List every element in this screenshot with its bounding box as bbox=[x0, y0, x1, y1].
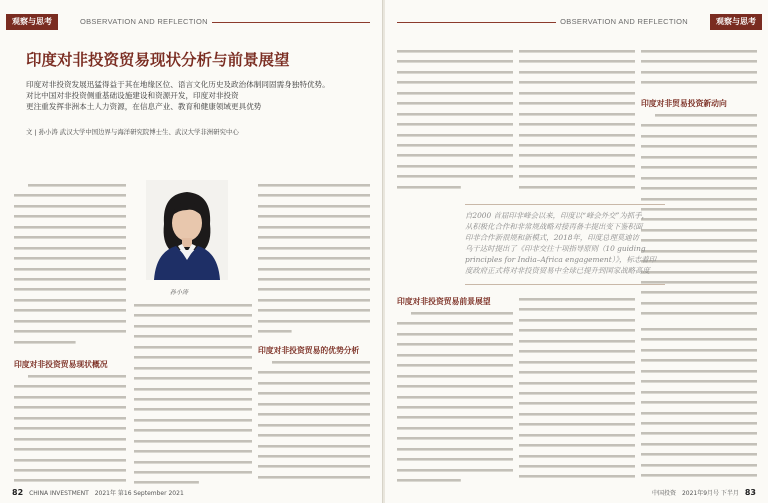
text-line bbox=[519, 100, 635, 107]
body-column-7 bbox=[397, 310, 513, 488]
photo-caption: 孙小涛 bbox=[170, 289, 189, 296]
text-line bbox=[14, 182, 126, 189]
section-label-en: OBSERVATION AND REFLECTION bbox=[76, 17, 212, 26]
author-photo bbox=[146, 180, 228, 280]
text-line bbox=[134, 354, 252, 361]
text-line bbox=[134, 375, 252, 382]
body-column-1 bbox=[14, 182, 126, 354]
text-line bbox=[641, 430, 757, 437]
section-label: 观察与思考 bbox=[710, 14, 762, 30]
text-line bbox=[641, 462, 757, 469]
text-line bbox=[519, 132, 635, 139]
magazine-name: 中国投资 bbox=[652, 490, 677, 497]
text-line bbox=[14, 255, 126, 262]
text-line bbox=[258, 255, 370, 262]
text-line bbox=[397, 394, 513, 401]
heading-status: 印度对非投资贸易现状概况 bbox=[14, 360, 108, 369]
text-line bbox=[258, 192, 370, 199]
text-line bbox=[14, 467, 126, 474]
author-byline: 文 | 孙小涛 武汉大学中国边界与海洋研究院博士生、武汉大学非洲研究中心 bbox=[26, 128, 239, 136]
text-line bbox=[14, 318, 126, 325]
text-line bbox=[134, 386, 252, 393]
text-line bbox=[519, 411, 635, 418]
text-line bbox=[258, 318, 370, 325]
text-line bbox=[397, 69, 513, 76]
text-line bbox=[258, 213, 370, 220]
text-line bbox=[641, 310, 757, 317]
text-line bbox=[134, 406, 252, 413]
text-line bbox=[397, 100, 513, 107]
text-line bbox=[14, 276, 126, 283]
text-line bbox=[134, 365, 252, 372]
text-line bbox=[134, 448, 252, 455]
text-line bbox=[14, 373, 126, 380]
body-column-6 bbox=[641, 48, 757, 94]
text-line bbox=[519, 173, 635, 180]
text-line bbox=[519, 463, 635, 470]
text-line bbox=[641, 420, 757, 427]
text-line bbox=[397, 48, 513, 55]
text-line bbox=[258, 286, 370, 293]
text-line bbox=[641, 410, 757, 417]
text-line bbox=[397, 425, 513, 432]
text-line bbox=[397, 456, 513, 463]
issue-date: 2021年9月号 下半月 bbox=[681, 490, 739, 497]
text-line bbox=[134, 312, 252, 319]
text-line bbox=[519, 432, 635, 439]
text-line bbox=[134, 333, 252, 340]
text-line bbox=[14, 297, 126, 304]
text-line bbox=[641, 154, 757, 161]
author-portrait-image bbox=[146, 180, 228, 280]
text-line bbox=[134, 438, 252, 445]
text-line bbox=[397, 352, 513, 359]
text-line bbox=[519, 90, 635, 97]
text-line bbox=[134, 469, 252, 476]
text-line bbox=[397, 132, 513, 139]
text-line bbox=[14, 394, 126, 401]
text-line bbox=[641, 389, 757, 396]
text-line bbox=[519, 58, 635, 65]
text-line bbox=[258, 359, 370, 366]
text-line bbox=[641, 347, 757, 354]
text-line bbox=[14, 245, 126, 252]
text-line bbox=[641, 133, 757, 140]
text-line bbox=[519, 296, 635, 303]
text-line bbox=[14, 203, 126, 210]
text-line bbox=[258, 182, 370, 189]
text-line bbox=[134, 344, 252, 351]
text-line bbox=[397, 446, 513, 453]
issue-date: 2021年 第16 September 2021 bbox=[94, 490, 184, 497]
text-line bbox=[258, 276, 370, 283]
page-number: 83 bbox=[744, 488, 756, 497]
quote-line: 乌干达时提出了《印非交往十项指导原则（10 guiding bbox=[465, 244, 646, 253]
text-line bbox=[14, 266, 126, 273]
text-line bbox=[519, 348, 635, 355]
text-line bbox=[519, 306, 635, 313]
text-line bbox=[641, 300, 757, 307]
text-line bbox=[519, 338, 635, 345]
text-line bbox=[641, 357, 757, 364]
text-line bbox=[14, 415, 126, 422]
text-line bbox=[641, 289, 757, 296]
text-line bbox=[641, 441, 757, 448]
text-line bbox=[519, 380, 635, 387]
text-line bbox=[519, 69, 635, 76]
text-line bbox=[519, 79, 635, 86]
text-line bbox=[519, 121, 635, 128]
text-line bbox=[14, 307, 126, 314]
quote-rule-top bbox=[465, 204, 665, 205]
text-line bbox=[258, 245, 370, 252]
text-line bbox=[258, 474, 370, 481]
text-line bbox=[641, 336, 757, 343]
text-line bbox=[641, 368, 757, 375]
quote-line: 度政府正式将对非投资贸易中全球已提升到国家战略高度 bbox=[465, 266, 650, 275]
text-line bbox=[519, 390, 635, 397]
text-line bbox=[134, 479, 252, 486]
body-column-8 bbox=[519, 296, 635, 488]
text-line bbox=[258, 369, 370, 376]
body-column-1b bbox=[14, 373, 126, 489]
text-line bbox=[397, 341, 513, 348]
lead-line: 对比中国对非投资侧重基础设施建设和资源开发，印度对非投资 bbox=[26, 91, 239, 101]
text-line bbox=[519, 369, 635, 376]
text-line bbox=[641, 196, 757, 203]
heading-new-trends: 印度对非贸易投资新动向 bbox=[641, 99, 727, 108]
text-line bbox=[397, 477, 513, 484]
text-line bbox=[397, 184, 513, 191]
body-column-3 bbox=[258, 182, 370, 342]
text-line bbox=[519, 111, 635, 118]
text-line bbox=[397, 121, 513, 128]
lead-line: 印度对非投资发展迅猛得益于其在地缘区位、语言文化历史及政治体制同固需身独特优势。 bbox=[26, 80, 330, 89]
text-line bbox=[519, 317, 635, 324]
article-title: 印度对非投资贸易现状分析与前景展望 bbox=[26, 50, 290, 69]
text-line bbox=[519, 453, 635, 460]
article-lead bbox=[26, 79, 366, 113]
section-header bbox=[710, 14, 762, 30]
text-line bbox=[397, 331, 513, 338]
text-line bbox=[134, 323, 252, 330]
text-line bbox=[397, 467, 513, 474]
body-column-4 bbox=[397, 48, 513, 196]
quote-line: 印非合作新很规和新模式，2018年，印度总理莫迪访 bbox=[465, 233, 640, 242]
text-line bbox=[14, 286, 126, 293]
text-line bbox=[397, 173, 513, 180]
text-line bbox=[134, 459, 252, 466]
text-line bbox=[258, 328, 370, 335]
text-line bbox=[397, 383, 513, 390]
text-line bbox=[258, 443, 370, 450]
text-line bbox=[258, 224, 370, 231]
heading-advantages: 印度对非投资贸易的优势分析 bbox=[258, 346, 360, 355]
text-line bbox=[397, 310, 513, 317]
text-line bbox=[641, 326, 757, 333]
text-line bbox=[258, 234, 370, 241]
text-line bbox=[258, 297, 370, 304]
body-column-5 bbox=[519, 48, 635, 196]
text-line bbox=[134, 302, 252, 309]
text-line bbox=[641, 143, 757, 150]
text-line bbox=[258, 411, 370, 418]
text-line bbox=[519, 400, 635, 407]
text-line bbox=[14, 213, 126, 220]
quote-rule-bottom bbox=[465, 284, 665, 285]
section-label: 观察与思考 bbox=[6, 14, 58, 30]
text-line bbox=[641, 185, 757, 192]
text-line bbox=[519, 473, 635, 480]
text-line bbox=[641, 451, 757, 458]
body-column-9 bbox=[641, 326, 757, 488]
text-line bbox=[258, 307, 370, 314]
text-line bbox=[14, 224, 126, 231]
text-line bbox=[397, 404, 513, 411]
section-label-en: OBSERVATION AND REFLECTION bbox=[556, 17, 692, 26]
body-column-3b bbox=[258, 359, 370, 489]
text-line bbox=[519, 421, 635, 428]
text-line bbox=[641, 399, 757, 406]
text-line bbox=[14, 328, 126, 335]
text-line bbox=[134, 396, 252, 403]
text-line bbox=[397, 90, 513, 97]
quote-line: principles for India–Africa engagement）》，标志着印 bbox=[465, 255, 657, 264]
quote-line: 从积极化合作和非常规战略对接再备丰提出变下鉴积面 bbox=[465, 222, 643, 231]
text-line bbox=[519, 359, 635, 366]
text-line bbox=[397, 414, 513, 421]
text-line bbox=[258, 380, 370, 387]
text-line bbox=[14, 339, 126, 346]
quote-line: 自2000 首届印非峰会以来，印度以“峰会外交”为抓手， bbox=[465, 211, 649, 220]
text-line bbox=[14, 234, 126, 241]
text-line bbox=[397, 373, 513, 380]
text-line bbox=[134, 417, 252, 424]
text-line bbox=[14, 446, 126, 453]
text-line bbox=[14, 192, 126, 199]
text-line bbox=[519, 442, 635, 449]
text-line bbox=[397, 111, 513, 118]
text-line bbox=[641, 164, 757, 171]
lead-line: 更注重发挥非洲本土人力资源，在信息产业、教育和健康领域更具优势 bbox=[26, 102, 262, 112]
pull-quote bbox=[465, 210, 665, 276]
left-page bbox=[0, 0, 383, 503]
text-line bbox=[641, 48, 757, 55]
text-line bbox=[258, 432, 370, 439]
text-line bbox=[641, 112, 757, 119]
text-line bbox=[641, 175, 757, 182]
page-footer bbox=[652, 488, 760, 497]
text-line bbox=[258, 266, 370, 273]
text-line bbox=[397, 58, 513, 65]
text-line bbox=[519, 48, 635, 55]
text-line bbox=[14, 436, 126, 443]
text-line bbox=[641, 69, 757, 76]
text-line bbox=[14, 477, 126, 484]
text-line bbox=[258, 463, 370, 470]
text-line bbox=[258, 203, 370, 210]
text-line bbox=[397, 152, 513, 159]
text-line bbox=[258, 422, 370, 429]
text-line bbox=[14, 404, 126, 411]
text-line bbox=[397, 142, 513, 149]
right-page bbox=[385, 0, 768, 503]
text-line bbox=[641, 378, 757, 385]
text-line bbox=[641, 122, 757, 129]
text-line bbox=[14, 457, 126, 464]
text-line bbox=[519, 163, 635, 170]
section-header bbox=[6, 14, 58, 30]
text-line bbox=[397, 79, 513, 86]
text-line bbox=[258, 401, 370, 408]
magazine-name: CHINA INVESTMENT bbox=[29, 490, 89, 497]
text-line bbox=[519, 184, 635, 191]
text-line bbox=[258, 390, 370, 397]
text-line bbox=[397, 435, 513, 442]
text-line bbox=[519, 142, 635, 149]
text-line bbox=[134, 427, 252, 434]
page-footer bbox=[8, 488, 184, 497]
text-line bbox=[641, 79, 757, 86]
text-line bbox=[397, 362, 513, 369]
page-number: 82 bbox=[12, 488, 24, 497]
text-line bbox=[258, 453, 370, 460]
text-line bbox=[397, 320, 513, 327]
heading-outlook: 印度对非投资贸易前景展望 bbox=[397, 297, 491, 306]
text-line bbox=[397, 163, 513, 170]
text-line bbox=[14, 383, 126, 390]
body-column-2 bbox=[134, 302, 252, 488]
text-line bbox=[641, 472, 757, 479]
text-line bbox=[641, 58, 757, 65]
text-line bbox=[519, 152, 635, 159]
text-line bbox=[519, 327, 635, 334]
text-line bbox=[14, 425, 126, 432]
